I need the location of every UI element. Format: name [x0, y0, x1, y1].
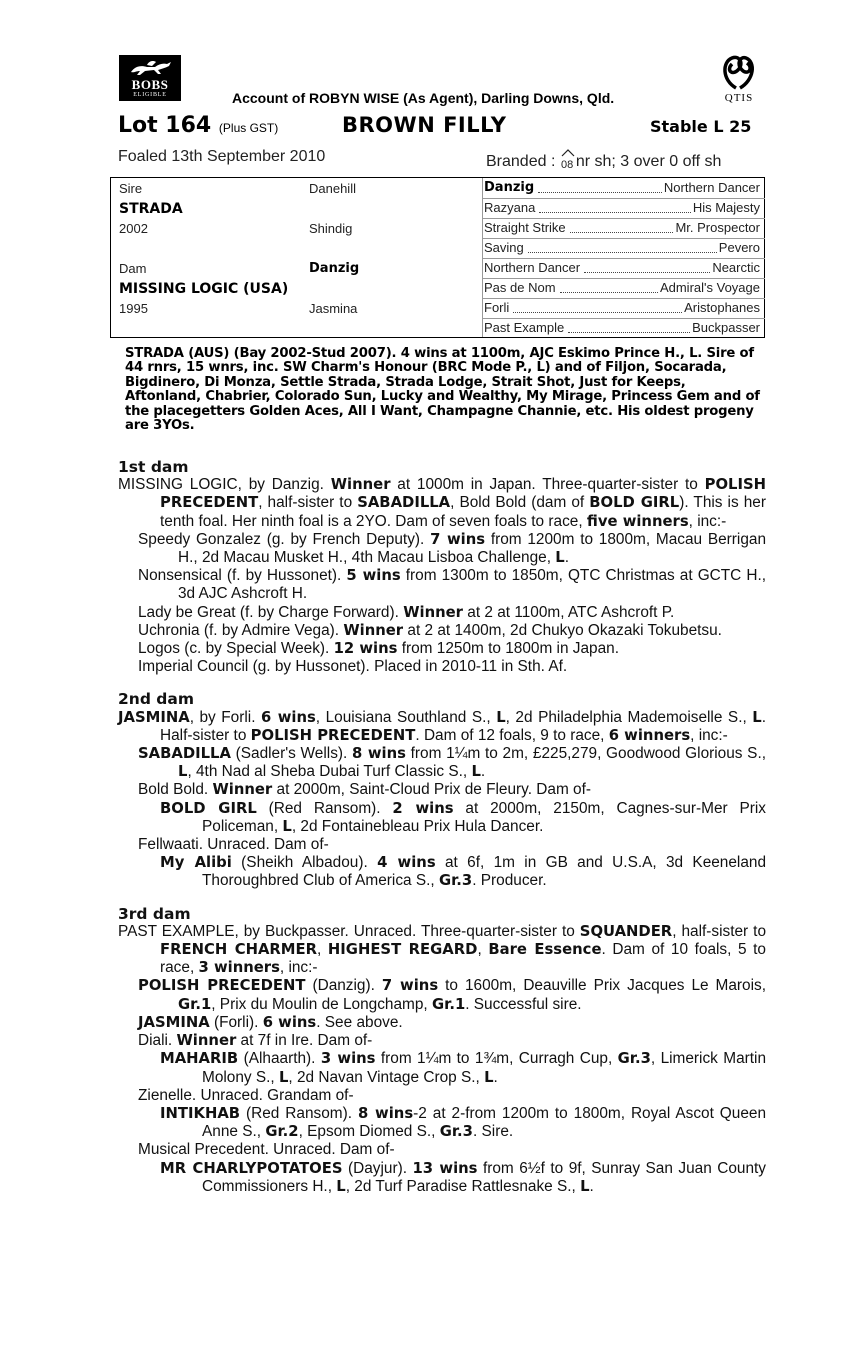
ancestor-sire-of-sire: Aristophanes	[684, 300, 760, 315]
progeny-entry: Zienelle. Unraced. Grandam of-	[138, 1086, 354, 1104]
dam-entry: JASMINA, by Forli. 6 wins, Louisiana Southland S., L, 2d Philadelphia Mademoiselle S., L. Half-sister to POLISH PRECEDENT. Dam of 12 foals, 9 to race, 6 winners, inc:-	[118, 708, 766, 744]
ancestor-sire-of-sire: Northern Dancer	[663, 180, 760, 195]
ancestor-sire: Forli	[484, 300, 510, 315]
qtis-emblem-icon	[714, 50, 764, 92]
ancestor-sire: Saving	[484, 240, 524, 255]
pedigree-row-divider	[482, 258, 765, 259]
progeny-entry: Bold Bold. Winner at 2000m, Saint-Cloud Prix de Fleury. Dam of-	[138, 781, 592, 799]
pedigree-row-divider	[482, 278, 765, 279]
progeny-entry: POLISH PRECEDENT (Danzig). 7 wins to 1600m, Deauville Prix Jacques Le Marois, Gr.1, Prix du Moulin de Longchamp, Gr.1. Successful sire.	[138, 977, 767, 1013]
dot-leader	[560, 292, 658, 293]
pedigree-row-divider	[482, 198, 765, 199]
lot-label: Lot 164	[118, 113, 212, 138]
progeny-entry: Lady be Great (f. by Charge Forward). Winner at 2 at 1100m, ATC Ashcroft P.	[138, 603, 675, 621]
progeny-entry: JASMINA (Forli). 6 wins. See above.	[138, 1013, 403, 1031]
sire-name: STRADA	[119, 201, 183, 217]
sire-sire: Danehill	[309, 181, 356, 196]
dam-name: MISSING LOGIC (USA)	[119, 281, 289, 297]
pedigree-table	[110, 177, 765, 338]
progeny-entry: Logos (c. by Special Week). 12 wins from 1250m to 1800m in Japan.	[138, 640, 620, 658]
sire-label: Sire	[119, 181, 143, 196]
pedigree-row-divider	[482, 298, 765, 299]
dot-leader	[539, 212, 691, 213]
racehorse-icon	[125, 58, 175, 78]
qtis-logo-text: QTIS	[724, 92, 754, 104]
progeny-entry: Fellwaati. Unraced. Dam of-	[138, 836, 329, 854]
progeny-entry: BOLD GIRL (Red Ransom). 2 wins at 2000m, 2150m, Cagnes-sur-Mer Prix Policeman, L, 2d Fontainebleau Prix Hula Dancer.	[160, 799, 766, 835]
ancestor-sire: Northern Dancer	[484, 260, 581, 275]
vendor-account: Account of ROBYN WISE (As Agent), Darling Downs, Qld.	[232, 90, 615, 106]
ancestor-sire-of-sire: Nearctic	[712, 260, 760, 275]
dam-year: 1995	[119, 301, 148, 316]
lot-title: BROWN FILLY	[342, 113, 507, 137]
ancestor-sire-of-sire: Buckpasser	[692, 320, 760, 335]
dot-leader	[538, 192, 662, 193]
sire-dam: Shindig	[309, 221, 353, 236]
sire-year: 2002	[119, 221, 148, 236]
branded-label: Branded :	[486, 153, 556, 170]
dam-entry: PAST EXAMPLE, by Buckpasser. Unraced. Three-quarter-sister to SQUANDER, half-sister to FRENCH CHARMER, HIGHEST REGARD, Bare Essence. Dam of 10 foals, 5 to race, 3 winners, inc:-	[118, 922, 767, 977]
progeny-entry: SABADILLA (Sadler's Wells). 8 wins from 1¼m to 2m, £225,279, Goodwood Glorious S., L, 4th Nad al Sheba Dubai Turf Classic S., L.	[138, 745, 766, 781]
progeny-entry: Musical Precedent. Unraced. Dam of-	[138, 1141, 395, 1159]
ancestor-sire: Past Example	[484, 320, 565, 335]
ancestor-sire: Straight Strike	[484, 220, 566, 235]
dam-entry: MISSING LOGIC, by Danzig. Winner at 1000m in Japan. Three-quarter-sister to POLISH PRECEDENT, half-sister to SABADILLA, Bold Bold (dam of BOLD GIRL). This is her tenth foal. Her ninth foal is a 2YO. Dam of seven foals to race, five winners, inc:-	[118, 476, 766, 530]
third-dam-heading: 3rd dam	[118, 904, 191, 923]
ancestor-sire-of-sire: Pevero	[718, 240, 760, 255]
ancestor-sire-of-sire: Mr. Prospector	[675, 220, 760, 235]
progeny-entry: My Alibi (Sheikh Albadou). 4 wins at 6f, 1m in GB and U.S.A, 3d Keeneland Thoroughbred Club of America S., Gr.3. Producer.	[160, 854, 767, 890]
sire-summary: STRADA (AUS) (Bay 2002-Stud 2007). 4 wins at 1100m, AJC Eskimo Prince H., L. Sire of 44 rnrs, 15 wnrs, inc. SW Charm's Honour (BRC Mode P., L) and of Filjon, Socarada, Bigdinero, Di Monza, Settle Strada, Strada Lodge, Strait Shot, Just for Keeps, Aftonland, Chabrier, Colorado Sun, Lucky and Wealthy, My Mirage, Princess Gem and of the placegetters Golden Aces, All I Want, Champagne Channie, etc. His oldest progeny are 3YOs.	[125, 346, 760, 434]
gst-note: (Plus GST)	[218, 121, 279, 135]
bobs-eligible-logo	[119, 55, 181, 101]
dot-leader	[528, 252, 717, 253]
progeny-entry: MAHARIB (Alhaarth). 3 wins from 1¼m to 1¾m, Curragh Cup, Gr.3, Limerick Martin Molony S., L, 2d Navan Vintage Crop S., L.	[160, 1050, 767, 1086]
dot-leader	[513, 312, 682, 313]
ancestor-sire: Danzig	[484, 180, 535, 195]
qtis-logo	[714, 50, 764, 106]
second-dam-heading: 2nd dam	[118, 690, 195, 709]
dot-leader	[570, 232, 674, 233]
first-dam-heading: 1st dam	[118, 458, 189, 476]
ancestor-sire: Pas de Nom	[484, 280, 556, 295]
progeny-entry: INTIKHAB (Red Ransom). 8 wins-2 at 2-from 1200m to 1800m, Royal Ascot Queen Anne S., Gr.2, Epsom Diomed S., Gr.3. Sire.	[160, 1104, 767, 1141]
brand-mark-icon	[560, 148, 576, 170]
brand-description	[486, 148, 721, 171]
ancestor-sire-of-sire: His Majesty	[692, 200, 760, 215]
eligible-logo-text: ELIGIBLE	[133, 92, 167, 98]
branded-detail: nr sh; 3 over 0 off sh	[575, 153, 722, 170]
pedigree-row-divider	[482, 238, 765, 239]
foaled-date: Foaled 13th September 2010	[118, 148, 326, 165]
pedigree-row-divider	[482, 318, 765, 319]
progeny-entry: Speedy Gonzalez (g. by French Deputy). 7 wins from 1200m to 1800m, Macau Berrigan H., 2d Macau Musket H., 4th Macau Lisboa Challenge, L.	[138, 530, 767, 567]
progeny-entry: Uchronia (f. by Admire Vega). Winner at 2 at 1400m, 2d Chukyo Okazaki Tokubetsu.	[138, 621, 722, 639]
bobs-logo-text: BOBS	[131, 77, 169, 92]
dam-sire: Danzig	[309, 261, 360, 276]
progeny-entry: Imperial Council (g. by Hussonet). Placed in 2010-11 in Sth. Af.	[138, 658, 568, 676]
pedigree-row-divider	[482, 218, 765, 219]
catalogue-body	[118, 458, 766, 1196]
progeny-entry: Nonsensical (f. by Hussonet). 5 wins from 1300m to 1850m, QTC Christmas at GCTC H., 3d AJC Ashcroft H.	[138, 567, 767, 603]
progeny-entry: MR CHARLYPOTATOES (Dayjur). 13 wins from 6½f to 9f, Sunray San Juan County Commissioners H., L, 2d Turf Paradise Rattlesnake S., L.	[160, 1159, 766, 1195]
dot-leader	[568, 332, 690, 333]
dot-leader	[584, 272, 710, 273]
brand-mark-text: 08	[560, 159, 574, 170]
ancestor-sire: Razyana	[484, 200, 536, 215]
lot-number	[118, 113, 278, 138]
ancestor-sire-of-sire: Admiral's Voyage	[659, 280, 760, 295]
dam-label: Dam	[119, 261, 147, 276]
dam-dam: Jasmina	[309, 301, 358, 316]
progeny-entry: Diali. Winner at 7f in Ire. Dam of-	[138, 1032, 373, 1050]
stable-number: Stable L 25	[650, 117, 752, 136]
